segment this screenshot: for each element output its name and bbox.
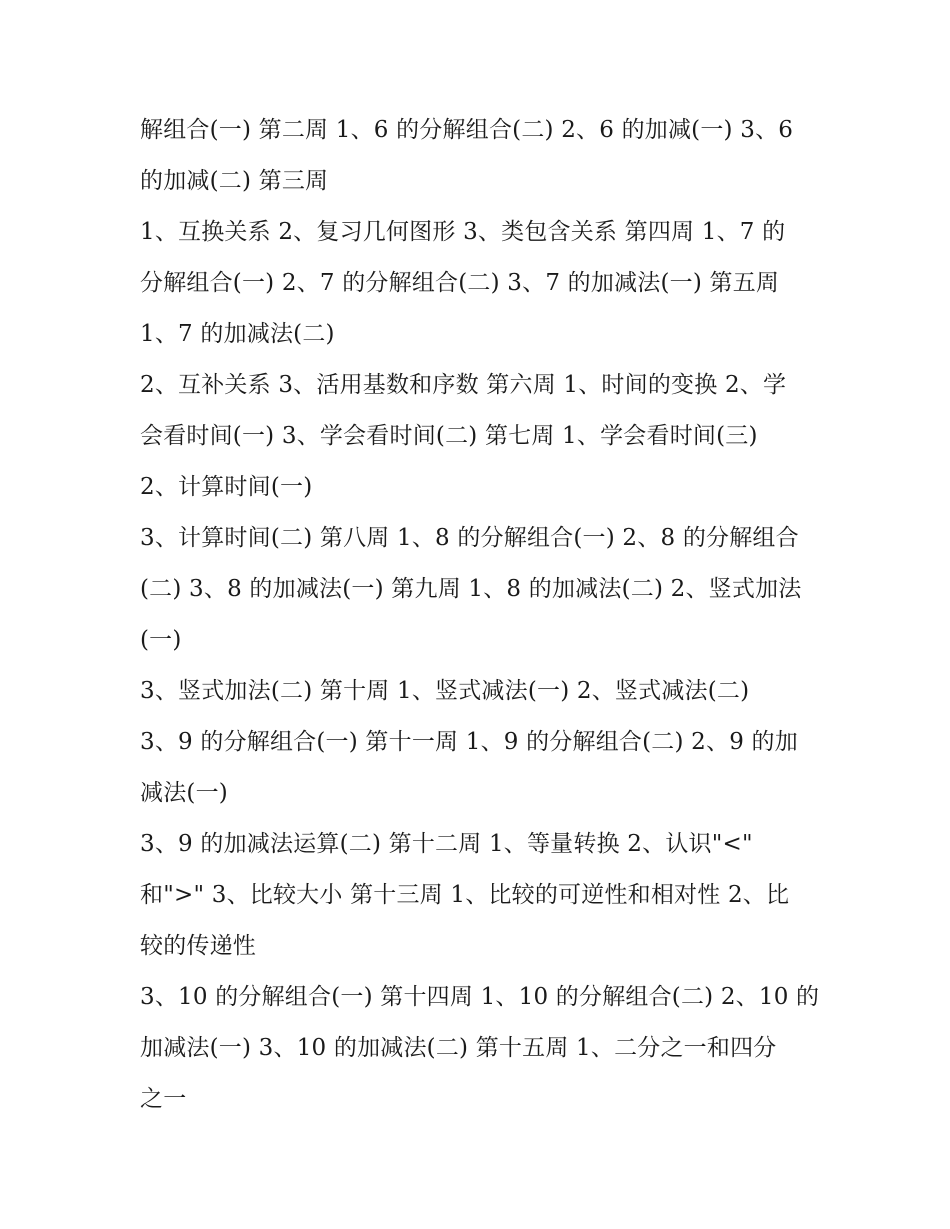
text-line: 1、互换关系 2、复习几何图形 3、类包含关系 第四周 1、7 的 <box>140 219 786 245</box>
text-line: 1、7 的加减法(二) <box>140 321 335 347</box>
text-line: (一) <box>140 627 182 653</box>
text-line: 3、竖式加法(二) 第十周 1、竖式减法(一) 2、竖式减法(二) <box>140 678 750 704</box>
text-line: 3、9 的加减法运算(二) 第十二周 1、等量转换 2、认识"<" <box>140 831 753 857</box>
text-line: 解组合(一) 第二周 1、6 的分解组合(二) 2、6 的加减(一) 3、6 <box>140 117 794 143</box>
text-line: 会看时间(一) 3、学会看时间(二) 第七周 1、学会看时间(三) <box>140 423 758 449</box>
text-line: 2、计算时间(一) <box>140 474 313 500</box>
text-line: 的加减(二) 第三周 <box>140 168 329 194</box>
text-line: 较的传递性 <box>140 933 256 959</box>
text-line: 2、互补关系 3、活用基数和序数 第六周 1、时间的变换 2、学 <box>140 372 787 398</box>
text-line: 3、10 的分解组合(一) 第十四周 1、10 的分解组合(二) 2、10 的 <box>140 984 820 1010</box>
text-line: 分解组合(一) 2、7 的分解组合(二) 3、7 的加减法(一) 第五周 <box>140 270 780 296</box>
text-line: 减法(一) <box>140 780 228 806</box>
text-line: 3、计算时间(二) 第八周 1、8 的分解组合(一) 2、8 的分解组合 <box>140 525 799 551</box>
text-line: (二) 3、8 的加减法(一) 第九周 1、8 的加减法(二) 2、竖式加法 <box>140 576 802 602</box>
text-line: 3、9 的分解组合(一) 第十一周 1、9 的分解组合(二) 2、9 的加 <box>140 729 798 755</box>
body-text <box>140 105 820 1125</box>
text-line: 和">" 3、比较大小 第十三周 1、比较的可逆性和相对性 2、比 <box>140 882 790 908</box>
text-line: 之一 <box>140 1086 187 1112</box>
text-line: 加减法(一) 3、10 的加减法(二) 第十五周 1、二分之一和四分 <box>140 1035 777 1061</box>
